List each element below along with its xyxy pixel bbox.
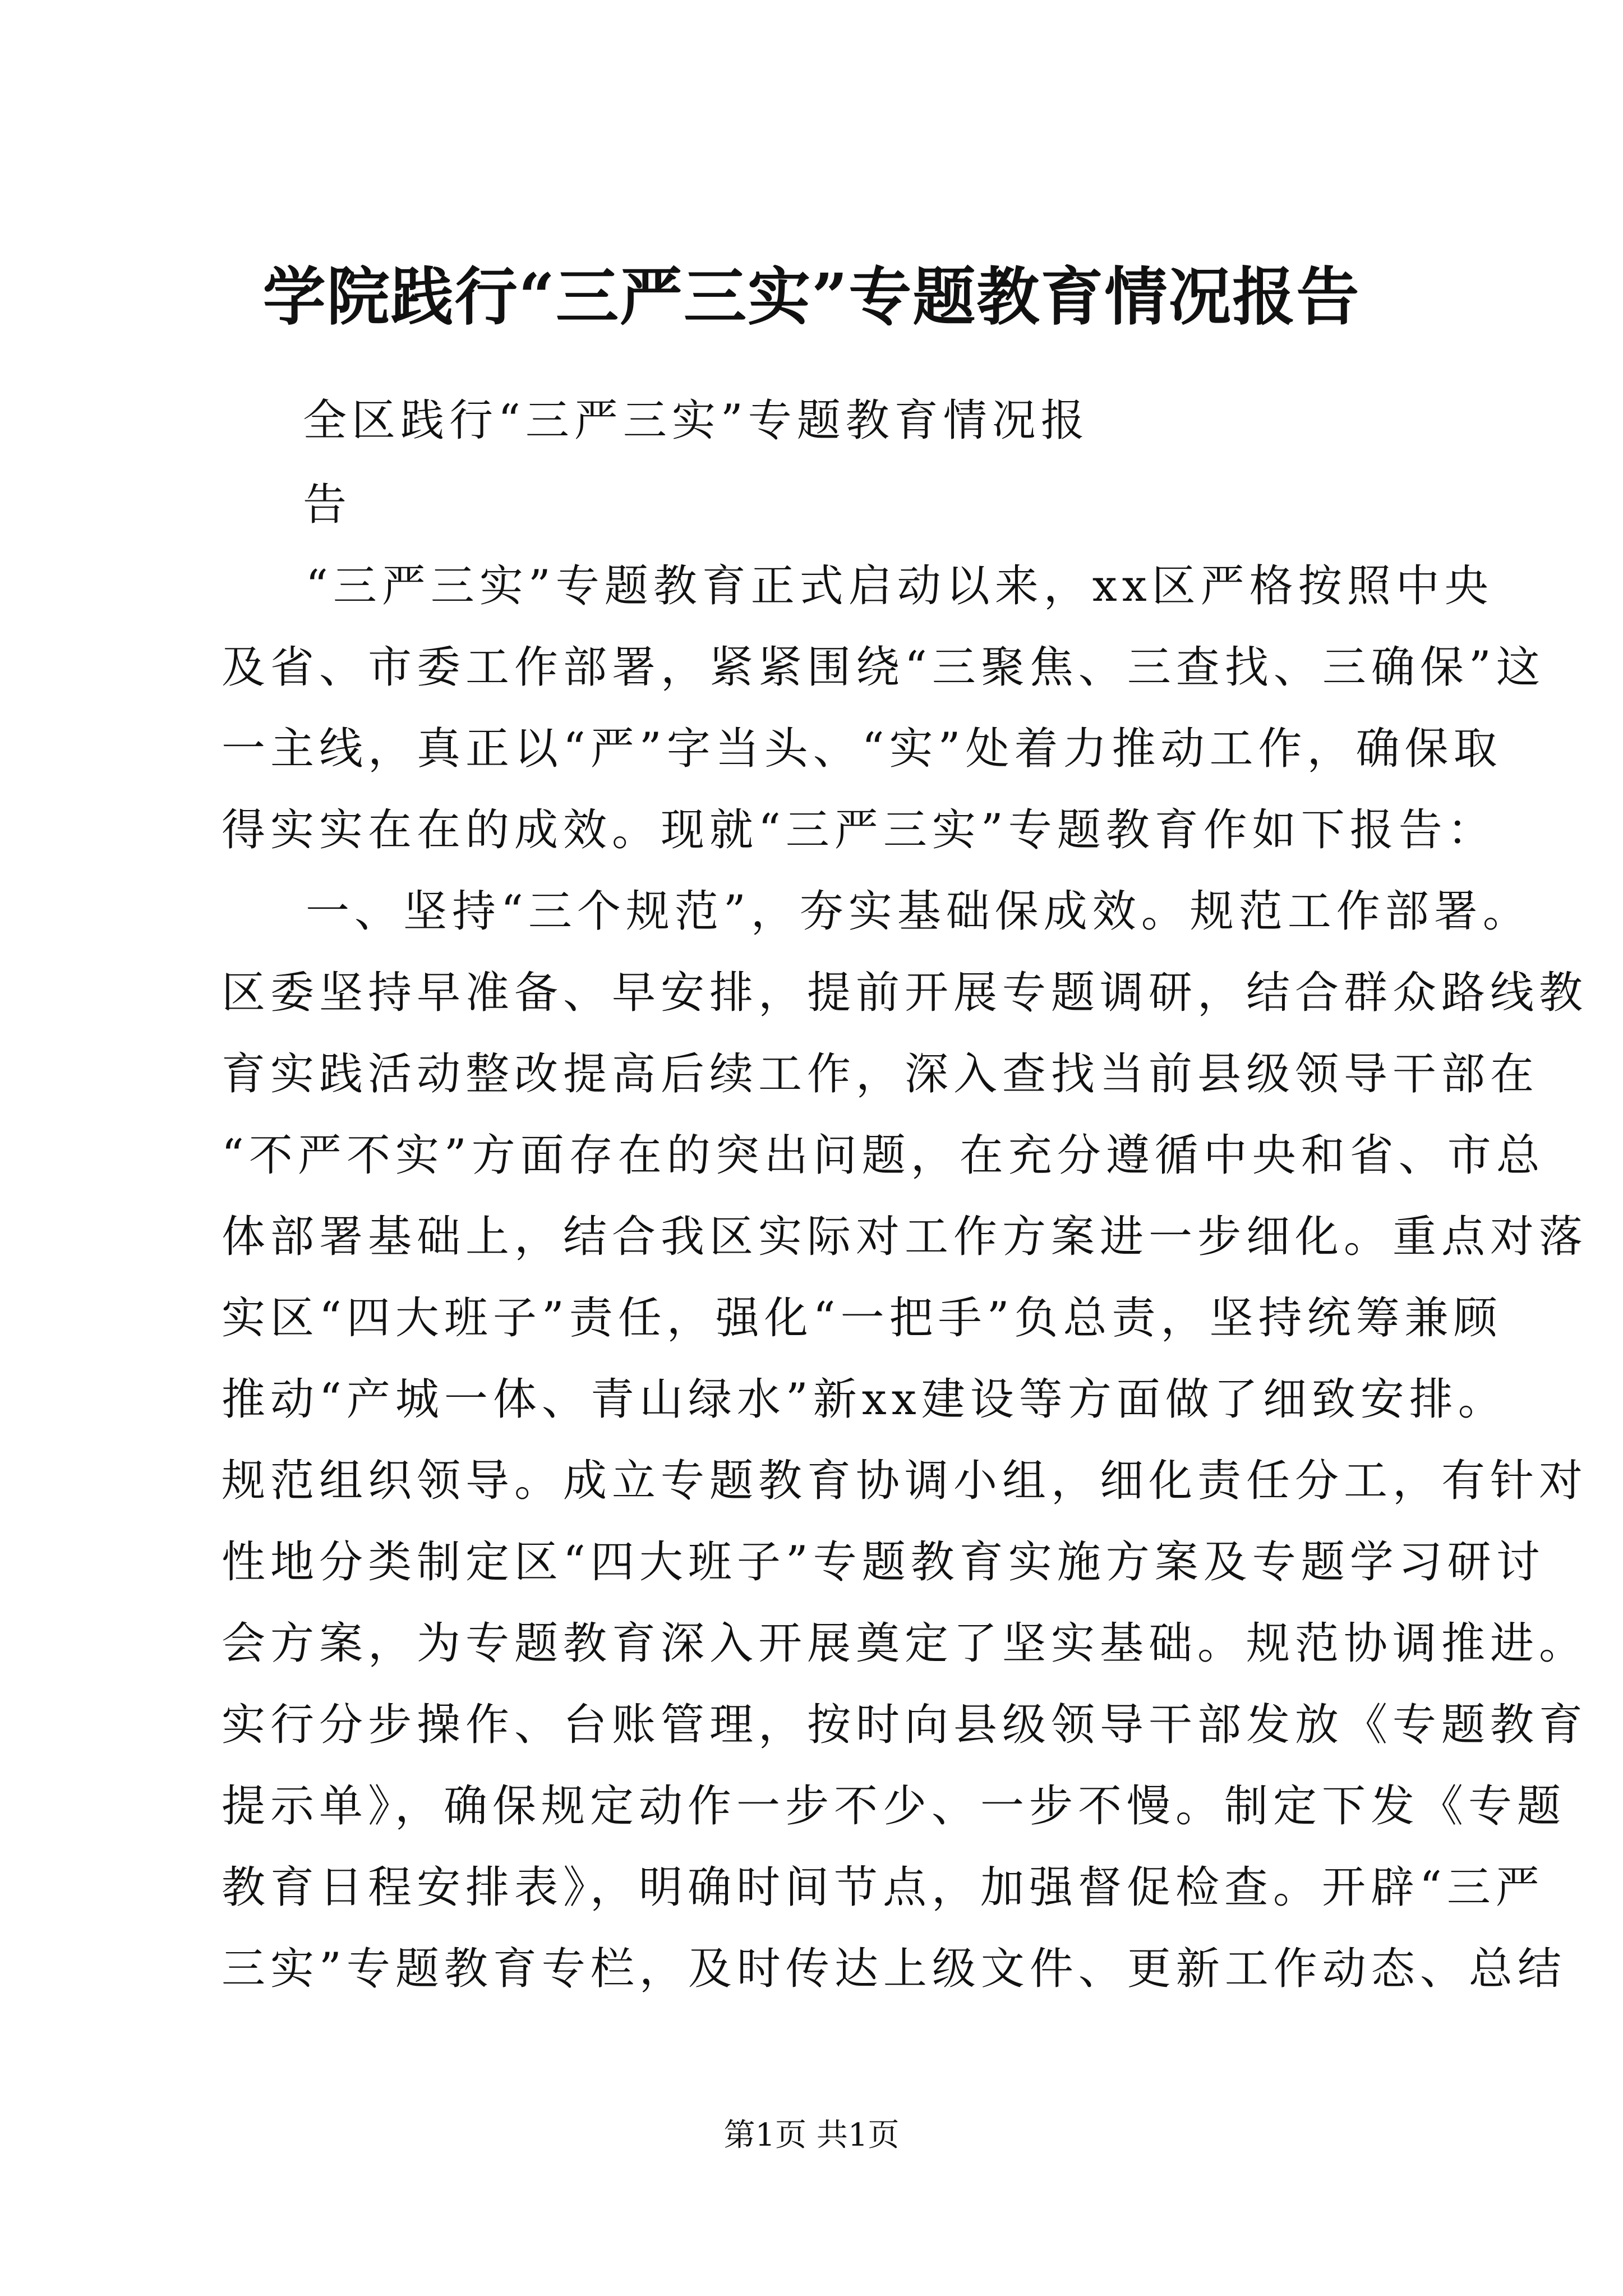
body-line: 三实”专题教育专栏，及时传达上级文件、更新工作动态、总结 <box>222 1944 1566 1994</box>
subtitle-line: 全区践行“三严三实”专题教育情况报 <box>303 395 1090 446</box>
body-line: 规范组织领导。成立专题教育协调小组，细化责任分工，有针对 <box>222 1456 1588 1506</box>
body-line: 实行分步操作、台账管理，按时向县级领导干部发放《专题教育 <box>222 1700 1588 1750</box>
body-line: 区委坚持早准备、早安排，提前开展专题调研，结合群众路线教 <box>222 968 1588 1018</box>
body-line: 一、坚持“三个规范”，夯实基础保成效。规范工作部署。 <box>306 886 1532 937</box>
body-line: 性地分类制定区“四大班子”专题教育实施方案及专题学习研讨 <box>222 1537 1545 1588</box>
body-line: 及省、市委工作部署，紧紧围绕“三聚焦、三查找、三确保”这 <box>222 642 1545 693</box>
body-line: 教育日程安排表》，明确时间节点，加强督促检查。开辟“三严 <box>222 1862 1544 1913</box>
body-line: 一主线，真正以“严”字当头、“实”处着力推动工作，确保取 <box>222 724 1502 774</box>
body-line: 会方案，为专题教育深入开展奠定了坚实基础。规范协调推进。 <box>222 1618 1588 1669</box>
body-line: “不严不实”方面存在的突出问题，在充分遵循中央和省、市总 <box>222 1130 1545 1181</box>
document-title: 学院践行“三严三实”专题教育情况报告 <box>262 260 1361 334</box>
body-line: 体部署基础上，结合我区实际对工作方案进一步细化。重点对落 <box>222 1212 1588 1262</box>
body-line: 推动“产城一体、青山绿水”新xx建设等方面做了细致安排。 <box>222 1374 1507 1425</box>
body-line: “三严三实”专题教育正式启动以来，xx区严格按照中央 <box>306 561 1493 611</box>
subtitle-line: 告 <box>303 480 352 530</box>
body-line: 得实实在在的成效。现就“三严三实”专题教育作如下报告： <box>222 805 1496 855</box>
body-line: 提示单》，确保规定动作一步不少、一步不慢。制定下发《专题 <box>222 1781 1566 1832</box>
body-line: 育实践活动整改提高后续工作，深入查找当前县级领导干部在 <box>222 1049 1539 1099</box>
body-line: 实区“四大班子”责任，强化“一把手”负总责，坚持统筹兼顾 <box>222 1293 1502 1343</box>
page-footer: 第1页 共1页 <box>723 2117 900 2154</box>
